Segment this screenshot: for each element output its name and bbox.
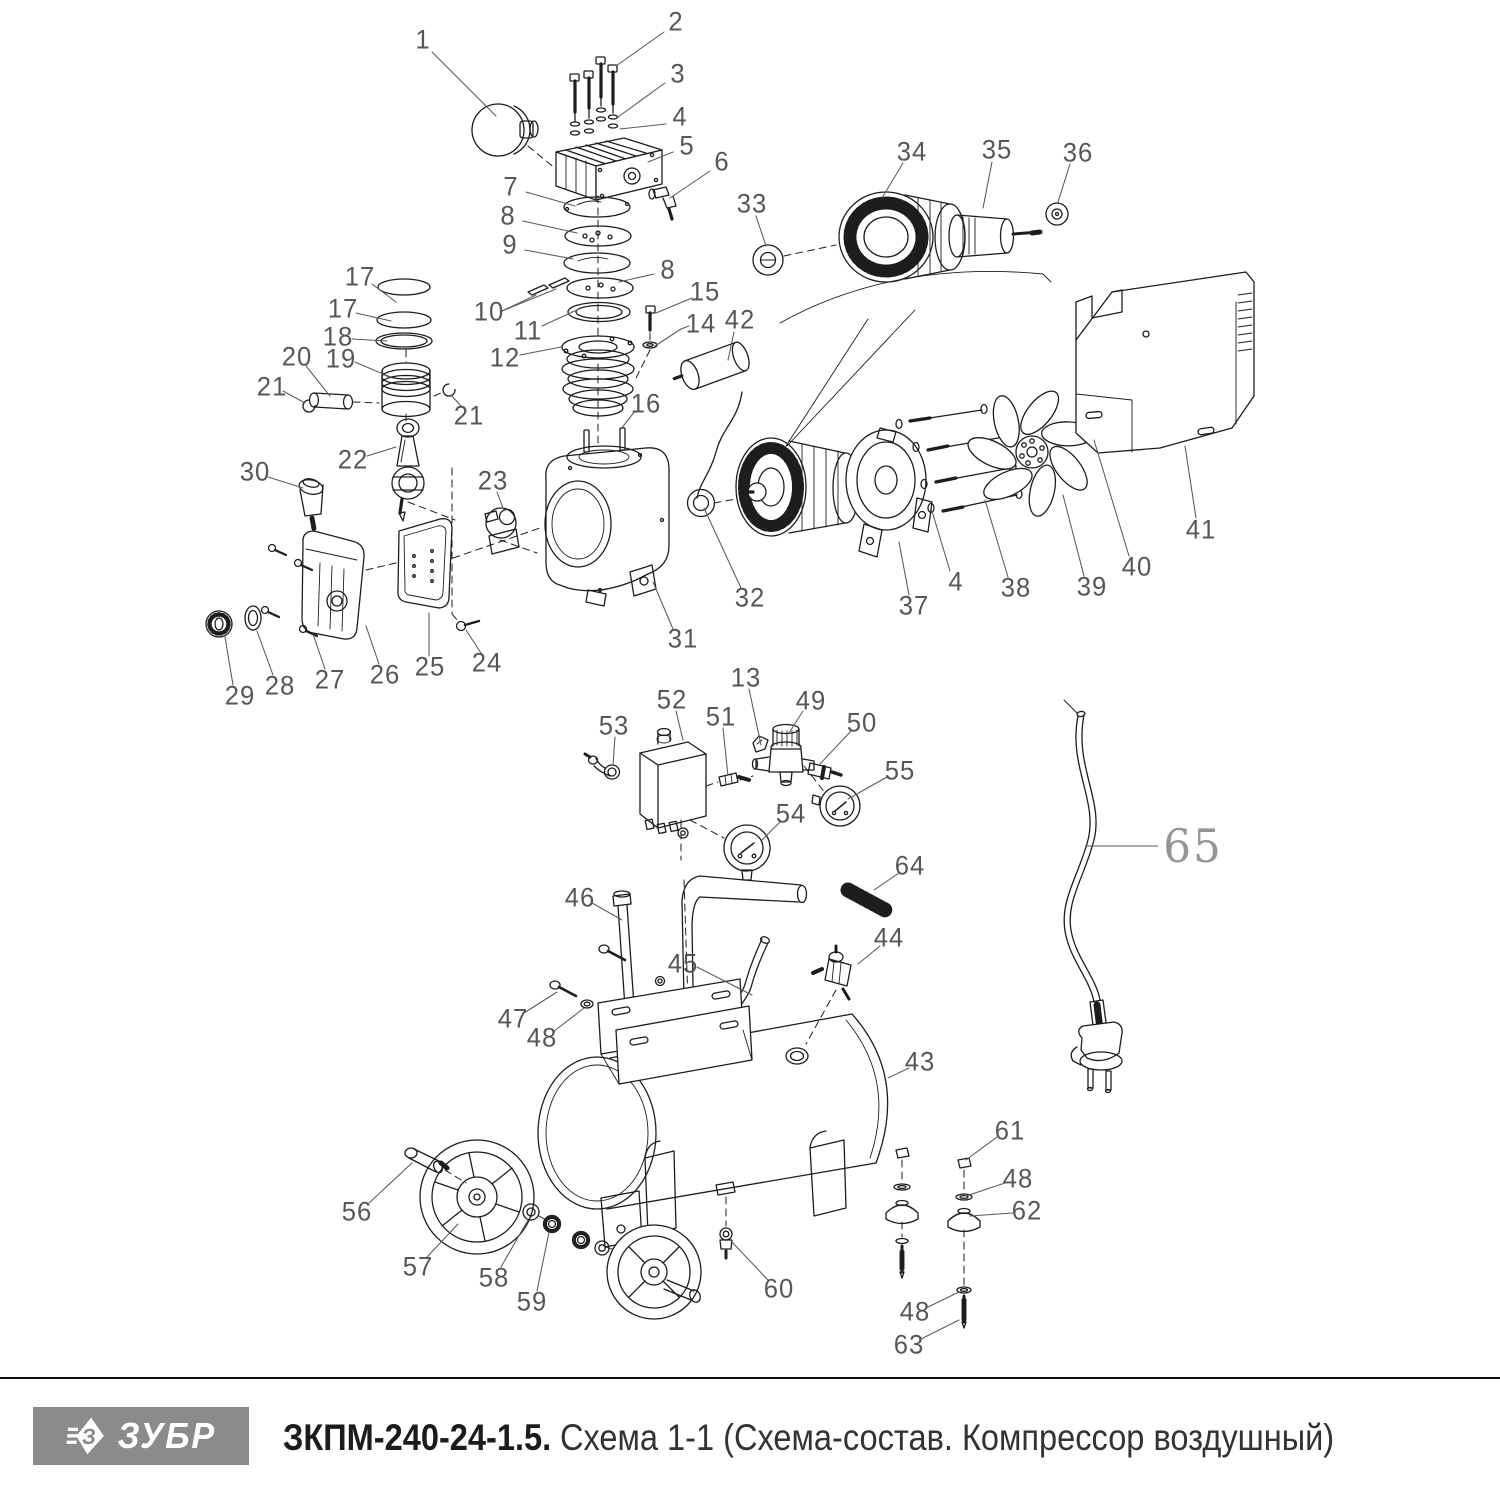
callout-4: 4	[948, 566, 964, 597]
document-title	[283, 1413, 1334, 1463]
callout-12: 12	[489, 342, 521, 373]
callout-43: 43	[904, 1046, 936, 1077]
callout-21: 21	[453, 400, 485, 431]
callout-17: 17	[344, 261, 376, 292]
part-stator	[839, 192, 965, 282]
part-fitting-53	[585, 754, 620, 779]
callout-62: 62	[1011, 1195, 1043, 1226]
callout-16: 16	[630, 388, 662, 419]
callout-3: 3	[670, 58, 686, 89]
callout-48: 48	[526, 1022, 558, 1053]
part-piston	[382, 350, 430, 421]
part-piston-rings	[376, 279, 432, 349]
callout-25: 25	[414, 651, 446, 682]
callout-18: 18	[322, 321, 354, 352]
callout-55: 55	[884, 755, 916, 786]
part-screw-24	[457, 621, 480, 631]
part-tank	[538, 979, 888, 1263]
callout-58: 58	[478, 1262, 510, 1293]
callout-17: 17	[327, 293, 359, 324]
callout-57: 57	[402, 1251, 434, 1282]
part-air-filter	[472, 104, 556, 169]
callout-14: 14	[685, 308, 717, 339]
callout-50: 50	[846, 707, 878, 738]
part-drain-valve	[720, 1228, 732, 1258]
callout-44: 44	[873, 922, 905, 953]
callout-32: 32	[734, 582, 766, 613]
callout-34: 34	[896, 136, 928, 167]
callout-45: 45	[667, 948, 699, 979]
callout-39: 39	[1076, 571, 1108, 602]
callout-38: 38	[1000, 572, 1032, 603]
callout-2: 2	[668, 6, 684, 37]
part-gauge-54	[724, 825, 770, 880]
part-rear-wheel	[607, 1225, 702, 1319]
part-bearing-36	[1046, 203, 1068, 225]
part-oil-seal	[688, 490, 737, 517]
callout-37: 37	[898, 590, 930, 621]
part-wheel-hardware	[523, 1204, 609, 1255]
callout-15: 15	[689, 276, 721, 307]
part-sight-glass	[245, 606, 261, 630]
callout-13: 13	[730, 662, 762, 693]
callout-22: 22	[337, 444, 369, 475]
callout-54: 54	[775, 798, 807, 829]
part-bolt-washer-15-14	[634, 306, 657, 382]
part-breather	[298, 477, 324, 529]
callout-30: 30	[239, 456, 271, 487]
callout-65: 65	[1163, 819, 1223, 873]
callout-23: 23	[477, 465, 509, 496]
part-grip-spring	[848, 890, 887, 911]
callout-29: 29	[224, 680, 256, 711]
callout-42: 42	[724, 304, 756, 335]
svg-text:З: З	[80, 1424, 97, 1450]
callout-5: 5	[679, 130, 695, 161]
document-title-caption: Схема 1-1 (Схема-состав. Компрессор воздушный)	[559, 1417, 1335, 1458]
footer-divider	[0, 1377, 1500, 1379]
callout-8: 8	[660, 254, 676, 285]
part-head-bolts	[570, 57, 618, 135]
callout-46: 46	[564, 882, 596, 913]
callout-53: 53	[598, 710, 630, 741]
callout-49: 49	[795, 685, 827, 716]
part-elbow-fitting	[649, 187, 676, 219]
part-connecting-rod	[392, 419, 455, 521]
part-power-cord	[1064, 700, 1122, 1093]
callout-40: 40	[1121, 551, 1153, 582]
part-bearing-33	[753, 245, 836, 275]
callout-20: 20	[281, 341, 313, 372]
callout-33: 33	[736, 188, 768, 219]
part-eccentric	[366, 465, 540, 622]
part-oil-plug	[206, 611, 232, 637]
part-front-wheel	[420, 1140, 534, 1254]
callout-47: 47	[497, 1003, 529, 1034]
callout-48: 48	[899, 1296, 931, 1327]
callout-41: 41	[1185, 514, 1217, 545]
callout-24: 24	[471, 647, 503, 678]
callout-63: 63	[893, 1329, 925, 1360]
callout-7: 7	[503, 171, 519, 202]
callout-48: 48	[1002, 1163, 1034, 1194]
brand-logo-text: ЗУБР	[117, 1415, 216, 1456]
document-title-code: ЗКПМ-240-24-1.5.	[283, 1417, 552, 1458]
callout-6: 6	[714, 146, 730, 177]
part-crankcase	[545, 428, 669, 606]
part-cylinder-head	[556, 138, 662, 200]
part-rotor	[949, 215, 1040, 257]
callout-9: 9	[502, 229, 518, 260]
part-regulator	[753, 725, 815, 786]
callout-26: 26	[369, 659, 401, 690]
part-crankcase-cover	[302, 531, 364, 639]
callout-61: 61	[994, 1115, 1026, 1146]
part-head-gasket	[568, 303, 630, 322]
callout-11: 11	[513, 315, 543, 346]
callout-27: 27	[314, 664, 346, 695]
part-cylinder	[562, 196, 634, 444]
callout-56: 56	[341, 1196, 373, 1227]
callout-35: 35	[981, 134, 1013, 165]
callout-28: 28	[264, 670, 296, 701]
part-check-valve	[813, 946, 851, 999]
callout-64: 64	[894, 850, 926, 881]
zubr-diamond-icon	[64, 1414, 108, 1458]
callout-60: 60	[763, 1273, 795, 1304]
callout-8: 8	[500, 200, 516, 231]
callout-10: 10	[473, 296, 505, 327]
callout-59: 59	[516, 1286, 548, 1317]
callout-51: 51	[705, 701, 737, 732]
callout-19: 19	[325, 343, 357, 374]
part-fan-shroud	[1076, 272, 1254, 453]
callout-21: 21	[256, 371, 288, 402]
callout-52: 52	[656, 684, 688, 715]
part-fitting-51	[719, 773, 749, 786]
callout-1: 1	[415, 24, 431, 55]
part-cover-gasket	[398, 519, 452, 608]
callout-36: 36	[1062, 137, 1094, 168]
part-gauge-55	[812, 786, 860, 826]
brand-logo	[33, 1407, 249, 1465]
callout-31: 31	[667, 623, 699, 654]
callout-4: 4	[672, 101, 688, 132]
